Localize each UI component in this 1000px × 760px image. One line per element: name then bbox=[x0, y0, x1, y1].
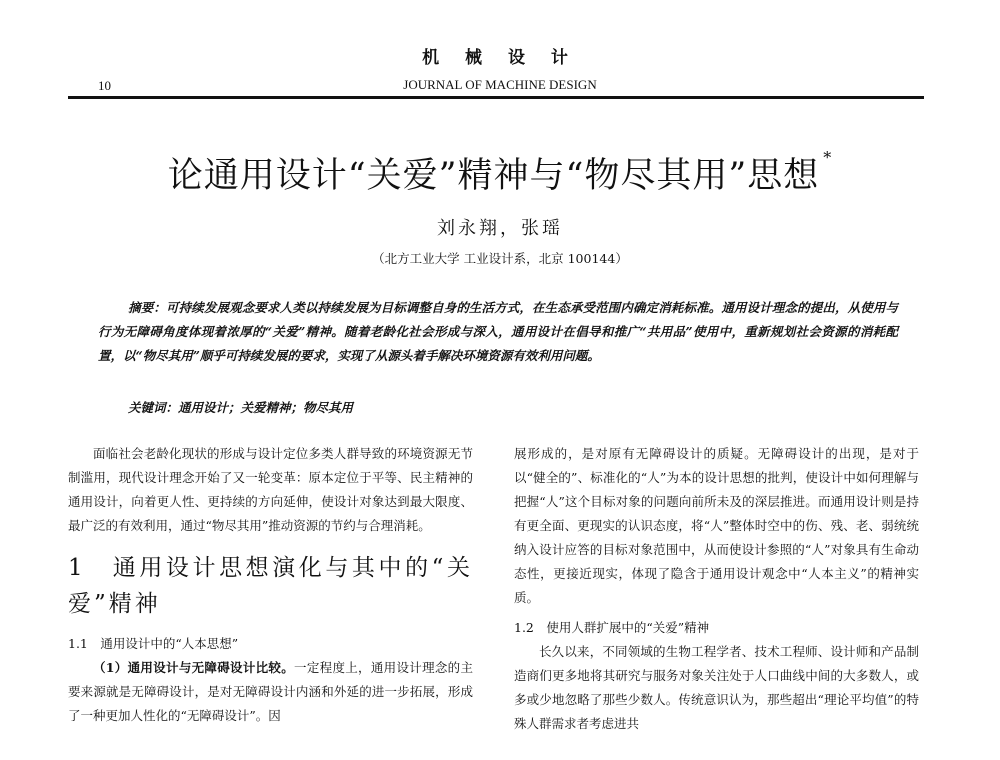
article-title bbox=[0, 148, 1000, 198]
authors: 刘永翔，张瑶 bbox=[437, 218, 563, 239]
right-column bbox=[514, 442, 919, 736]
article-title-text: 论通用设计“关爱”精神与“物尽其用”思想 bbox=[167, 156, 820, 196]
section-1-2-heading: 1.2 使用人群扩展中的“关爱”精神 bbox=[514, 620, 710, 635]
intro-paragraph: 面临社会老龄化现状的形成与设计定位多类人群导致的环境资源无节制滥用，现代设计理念开始了又一轮变革：原本定位于平等、民主精神的通用设计，向着更人性、更持续的方向延伸，使设计对象达到最大限度、最广泛的有效利用，通过“物尽其用”推动资源的节约与合理消耗。 bbox=[68, 446, 473, 533]
paragraph-1-lead: （1）通用设计与无障碍设计比较。 bbox=[93, 660, 295, 675]
right-paragraph-1: 展形成的，是对原有无障碍设计的质疑。无障碍设计的出现，是对于以“健全的”、标准化的“人”为本的设计思想的批判，使设计中如何理解与把握“人”这个目标对象的问题向前所未及的深层推进。而通用设计则是持有更全面、更现实的认识态度，将“人”整体时空中的伤、残、老、弱统统纳入设计应答的目标对象范围中，从而使设计参照的“人”对象具有生命动态性，更接近现实，体现了隐含于通用设计观念中“人本主义”的精神实质。 bbox=[514, 446, 919, 605]
right-paragraph-2: 长久以来，不同领域的生物工程学者、技术工程师、设计师和产品制造商们更多地将其研究与服务对象关注处于人口曲线中间的大多数人，或多或少地忽略了那些少数人。传统意识认为，那些超出“理论平均值”的特殊人群需求者考虑进共 bbox=[514, 644, 919, 731]
left-column bbox=[68, 442, 473, 728]
paragraph-1-text: 一定程度上，通用设计理念的主要来源就是无障碍设计，是对无障碍设计内涵和外延的进一步拓展，形成了一种更加人性化的“无障碍设计”。因 bbox=[68, 660, 473, 723]
paragraph-1 bbox=[68, 656, 473, 728]
title-footnote-mark: * bbox=[823, 148, 833, 167]
page-number: 10 bbox=[98, 78, 111, 93]
abstract bbox=[98, 296, 898, 368]
abstract-text: 摘要：可持续发展观念要求人类以持续发展为目标调整自身的生活方式，在生态承受范围内确定消耗标准。通用设计理念的提出，从使用与行为无障碍角度体现着浓厚的“关爱”精神。随着老龄化社会形成与深入，通用设计在倡导和推广“共用品”使用中，重新规划社会资源的消耗配置，以“物尽其用”顺乎可持续发展的要求，实现了从源头着手解决环境资源有效利用问题。 bbox=[98, 300, 898, 363]
journal-title: 机 械 设 计 bbox=[422, 48, 578, 68]
section-1-1-heading: 1.1 通用设计中的“人本思想” bbox=[68, 636, 239, 651]
keywords: 关键词：通用设计；关爱精神；物尽其用 bbox=[128, 400, 354, 415]
section-1-heading: 1 通用设计思想演化与其中的“关爱”精神 bbox=[68, 555, 473, 617]
affiliation: （北方工业大学 工业设计系，北京 100144） bbox=[372, 251, 628, 266]
journal-subtitle: JOURNAL OF MACHINE DESIGN bbox=[403, 77, 597, 92]
header-rule bbox=[68, 96, 924, 99]
